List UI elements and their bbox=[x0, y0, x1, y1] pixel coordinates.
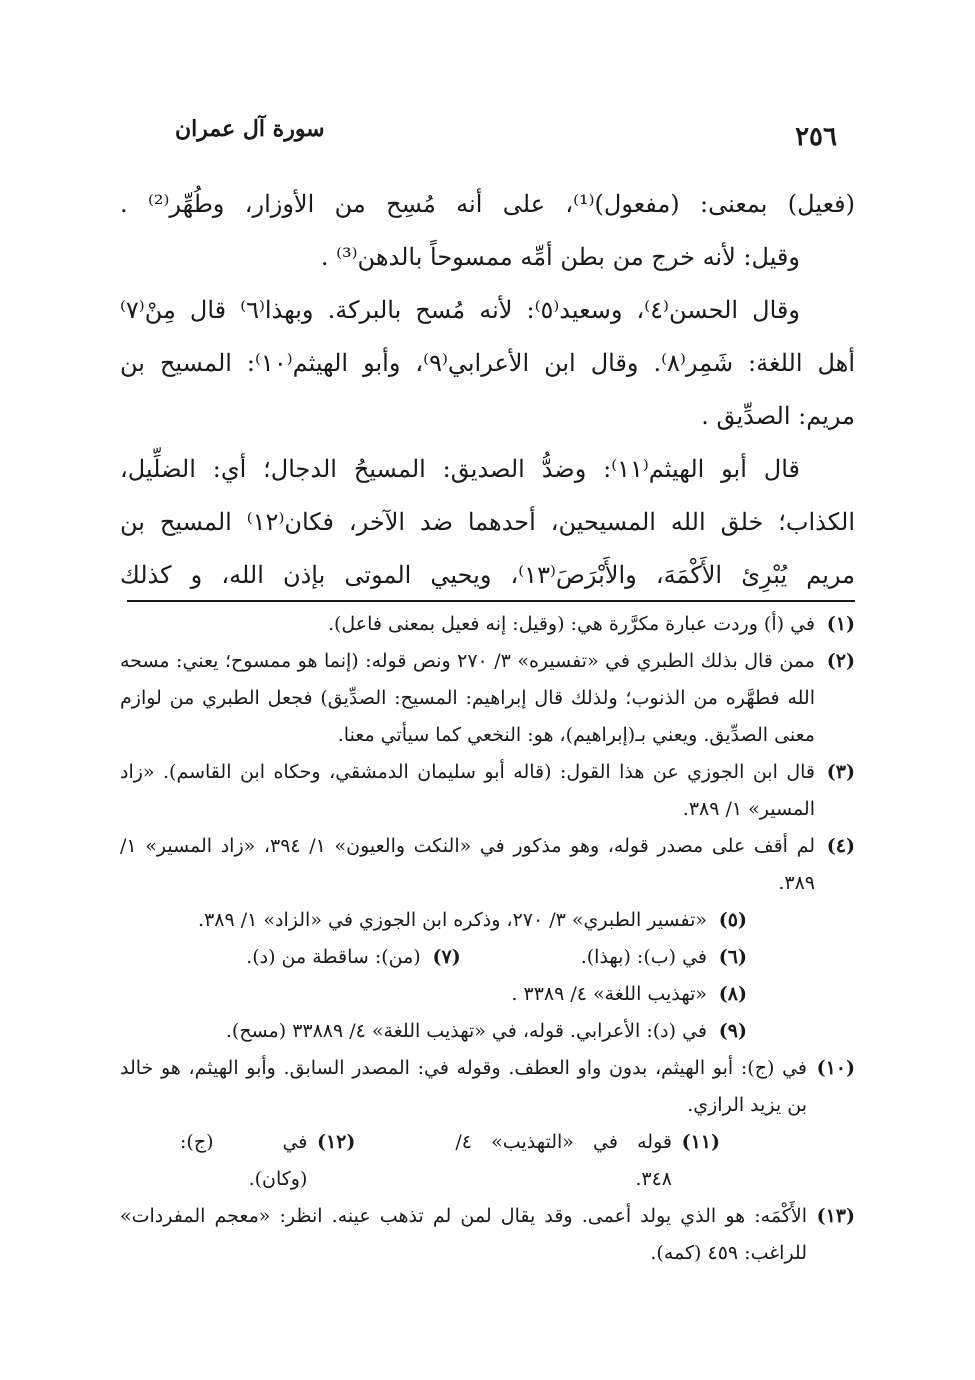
footnote-number: (٦) bbox=[718, 946, 747, 968]
main-text bbox=[120, 178, 855, 602]
footnote-9 bbox=[120, 1013, 855, 1050]
footnote-number: (١) bbox=[826, 613, 855, 635]
footnote-number: (١١) bbox=[681, 1131, 720, 1153]
footnote-row-6-7 bbox=[120, 939, 855, 976]
footnote-number: (٥) bbox=[718, 909, 747, 931]
footnote-number: (١٣) bbox=[816, 1205, 855, 1227]
footnote-text: قال ابن الجوزي عن هذا القول: (قاله أبو سليمان الدمشقي، وحكاه ابن القاسم). «زاد المسير» ١/ ٣٨٩. bbox=[120, 761, 815, 820]
footnote-number: (٨) bbox=[718, 983, 747, 1005]
body-line-1: (فعيل) بمعنى: (مفعول)⁽¹⁾، على أنه مُسِح من الأوزار، وطُهِّر⁽²⁾ . bbox=[120, 190, 856, 218]
body-line-6: قال أبو الهيثم⁽١١⁾: وضدُّ الصديق: المسيحُ الدجال؛ أي: الضلِّيل، bbox=[120, 455, 800, 483]
footnote-text: في (أ) وردت عبارة مكرَّرة هي: (وقيل: إنه فعيل بمعنى فاعل). bbox=[327, 613, 815, 635]
footnote-text: في (ج): (وكان). bbox=[180, 1131, 308, 1190]
footnote-number: (٢) bbox=[826, 650, 855, 672]
footnote-2 bbox=[120, 643, 855, 754]
footnote-number: (٧) bbox=[432, 946, 461, 968]
body-line-3: وقال الحسن⁽٤⁾، وسعيد⁽٥⁾: لأنه مُسح بالبركة. وبهذا⁽٦⁾ قال مِنْ⁽٧⁾ bbox=[120, 296, 800, 324]
page-header bbox=[120, 112, 855, 156]
footnote-text: الأَكْمَه: هو الذي يولد أعمى. وقد يقال لمن لم تذهب عينه. انظر: «معجم المفردات» للراغب: ٤٥٩ (كمه). bbox=[120, 1205, 807, 1264]
footnote-8 bbox=[120, 976, 855, 1013]
footnote-text: ممن قال بذلك الطبري في «تفسيره» ٣/ ٢٧٠ ونص قوله: (إنما هو ممسوح؛ يعني: مسحه الله فطهَّره من الذنوب؛ ولذلك قال إبراهيم: المسيح: الصدِّيق) فجعل الطبري من لوازم معنى الصدِّيق. ويعني بـ(إبراهيم)، هو: النخعي كما سيأتي معنا. bbox=[120, 650, 815, 746]
footnote-5 bbox=[120, 902, 855, 939]
page-number: ٢٥٦ bbox=[795, 122, 837, 152]
footnote-text: (من): ساقطة من (د). bbox=[246, 946, 421, 968]
body-line-4: أهل اللغة: شَمِر⁽٨⁾. وقال ابن الأعرابي⁽٩⁾، وأبو الهيثم⁽١٠⁾: المسيح بن bbox=[120, 349, 855, 377]
footnote-13 bbox=[120, 1198, 855, 1272]
footnote-text: في (ب): (بهذا). bbox=[580, 946, 707, 968]
footnote-separator bbox=[127, 600, 855, 602]
footnote-number: (٩) bbox=[718, 1020, 747, 1042]
footnote-7 bbox=[246, 939, 461, 976]
footnote-text: قوله في «التهذيب» ٤/ ٣٤٨. bbox=[455, 1131, 672, 1190]
footnote-text: في (د): الأعرابي. قوله، في «تهذيب اللغة» ٤/ ٣٣٨٨٩ (مسح). bbox=[225, 1020, 707, 1042]
footnote-12 bbox=[180, 1124, 355, 1198]
body-line-7: الكذاب؛ خلق الله المسيحين، أحدهما ضد الآخر، فكان⁽١٢⁾ المسيح بن bbox=[120, 508, 855, 536]
footnote-10 bbox=[120, 1050, 855, 1124]
body-line-2: وقيل: لأنه خرج من بطن أمِّه ممسوحاً بالدهن⁽³⁾ . bbox=[320, 243, 800, 271]
footnote-number: (٤) bbox=[826, 835, 855, 857]
running-title: سورة آل عمران bbox=[175, 116, 325, 142]
footnote-1 bbox=[120, 606, 855, 643]
footnote-6 bbox=[521, 939, 747, 976]
footnote-number: (٣) bbox=[826, 761, 855, 783]
footnote-text: في (ج): أبو الهيثم، بدون واو العطف. وقوله في: المصدر السابق. وأبو الهيثم، هو خالد بن يزيد الرازي. bbox=[120, 1057, 807, 1116]
footnote-number: (١٢) bbox=[316, 1131, 356, 1153]
footnote-text: «تفسير الطبري» ٣/ ٢٧٠، وذكره ابن الجوزي في «الزاد» ١/ ٣٨٩. bbox=[198, 909, 707, 931]
body-line-5: مريم: الصدِّيق . bbox=[701, 402, 855, 430]
footnote-number: (١٠) bbox=[816, 1057, 855, 1079]
body-line-8: مريم يُبْرِئ الأَكْمَهَ، والأَبْرَصَ⁽١٣⁾، ويحيي الموتى بإذن الله، و كذلك bbox=[120, 561, 855, 589]
footnote-3 bbox=[120, 754, 855, 828]
footnotes bbox=[120, 606, 855, 1272]
footnote-text: «تهذيب اللغة» ٤/ ٣٣٨٩ . bbox=[511, 983, 707, 1005]
footnote-11 bbox=[415, 1124, 720, 1198]
footnote-text: لم أقف على مصدر قوله، وهو مذكور في «النكت والعيون» ١/ ٣٩٤، «زاد المسير» ١/ ٣٨٩. bbox=[120, 835, 816, 894]
footnote-row-11-12 bbox=[120, 1124, 855, 1198]
footnote-4 bbox=[120, 828, 855, 902]
